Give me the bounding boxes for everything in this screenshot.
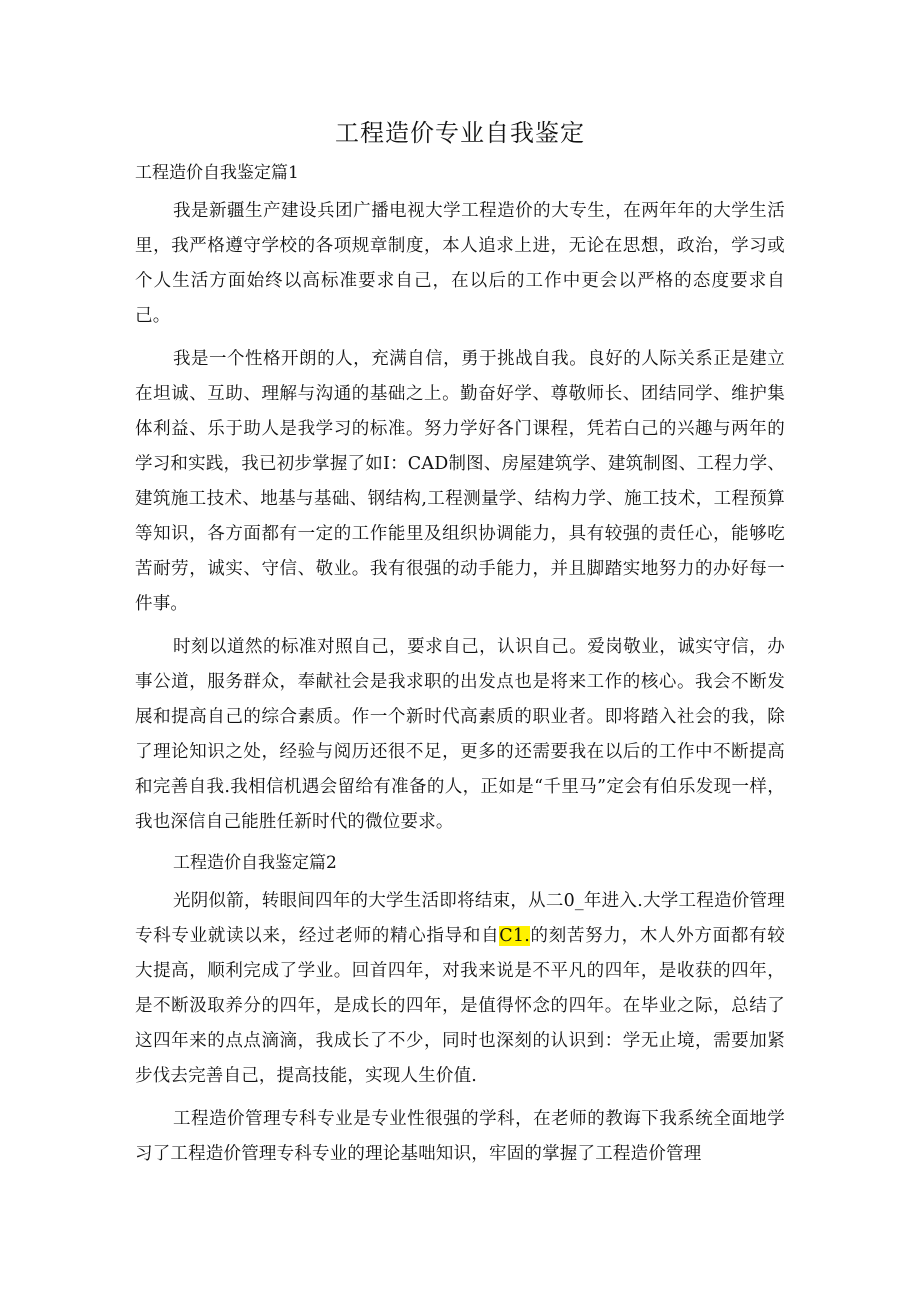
section2-paragraph-1-part-b: 的刻苦努力，木人外方面都有较大提高，顺利完成了学业。回首四年，对我来说是不平凡的四年，是收获的四年，是不断汲取养分的四年，是成长的四年，是值得怀念的四年。在毕业之际，总结了这四年来的点点滴滴，我成长了不少，同时也深刻的认识到：学无止境，需要加紧步伐去完善自己，提高技能，实现人生价值. <box>135 926 785 1086</box>
section-heading-1: 工程造价自我鉴定篇1 <box>135 163 299 183</box>
document-title: 工程造价专业自我鉴定 <box>335 119 585 147</box>
section1-paragraph-1: 我是新疆生产建设兵团广播电视大学工程造价的大专生，在两年年的大学生活里，我严格遵守学校的各项规章制度，本人追求上进，无论在思想，政治，学习或个人生活方面始终以高标准要求自己，在以后的工作中更会以严格的态度要求自己。 <box>135 201 785 326</box>
document-body <box>135 158 785 1180</box>
section2-paragraph-1 <box>135 884 785 1094</box>
section2-paragraph-2: 工程造价管理专科专业是专业性很强的学科，在老师的教诲下我系统全面地学习了工程造价管理专科专业的理论基咄知识，牢固的掌握了工程造价管理 <box>135 1109 785 1164</box>
section1-paragraph-2: 我是一个性格开朗的人，充满自信，勇于挑战自我。良好的人际关系正是建立在坦诚、互助、理解与沟通的基础之上。勤奋好学、尊敬师长、团结同学、维护集体利益、乐于助人是我学习的标准。努力学好各门课程，凭若白己的兴趣与两年的学习和实践，我已初步掌握了如I：CAD制图、房屋建筑学、建筑制图、工程力学、建筑施工技术、地基与基础、钢结构,工程测量学、结构力学、施工技术，工程预算等知识，各方面都有一定的工作能里及组织协调能力，具有较强的责任心，能够吃苦耐劳，诚实、守信、敬业。我有很强的动手能力，并且脚踏实地努力的办好每一件事。 <box>135 349 785 614</box>
section-heading-2: 工程造价自我鉴定篇2 <box>173 853 337 873</box>
section2-paragraph-1-part-a: 光阴似箭，转眼间四年的大学生活即将结束，从二0_年进入.大学工程造价管理专科专业就读以来，经过老师的精心指导和自 <box>135 891 785 946</box>
highlighted-text: C1. <box>499 926 530 946</box>
section1-paragraph-3: 时刻以道然的标准对照自己，要求自己，认识自己。爱岗敬业，诚实守信，办事公道，服务群众，奉献社会是我求职的出发点也是将来工作的核心。我会不断发展和提高自己的综合素质。作一个新时代高素质的职业者。即将踏入社会的我，除了理论知识之处，经验与阅历还很不足，更多的还需要我在以后的工作中不断提高和完善自我.我相信机遇会留给有准备的人，正如是“千里马”定会有伯乐发现一样，我也深信自己能胜任新时代的微位要求。 <box>135 637 785 832</box>
